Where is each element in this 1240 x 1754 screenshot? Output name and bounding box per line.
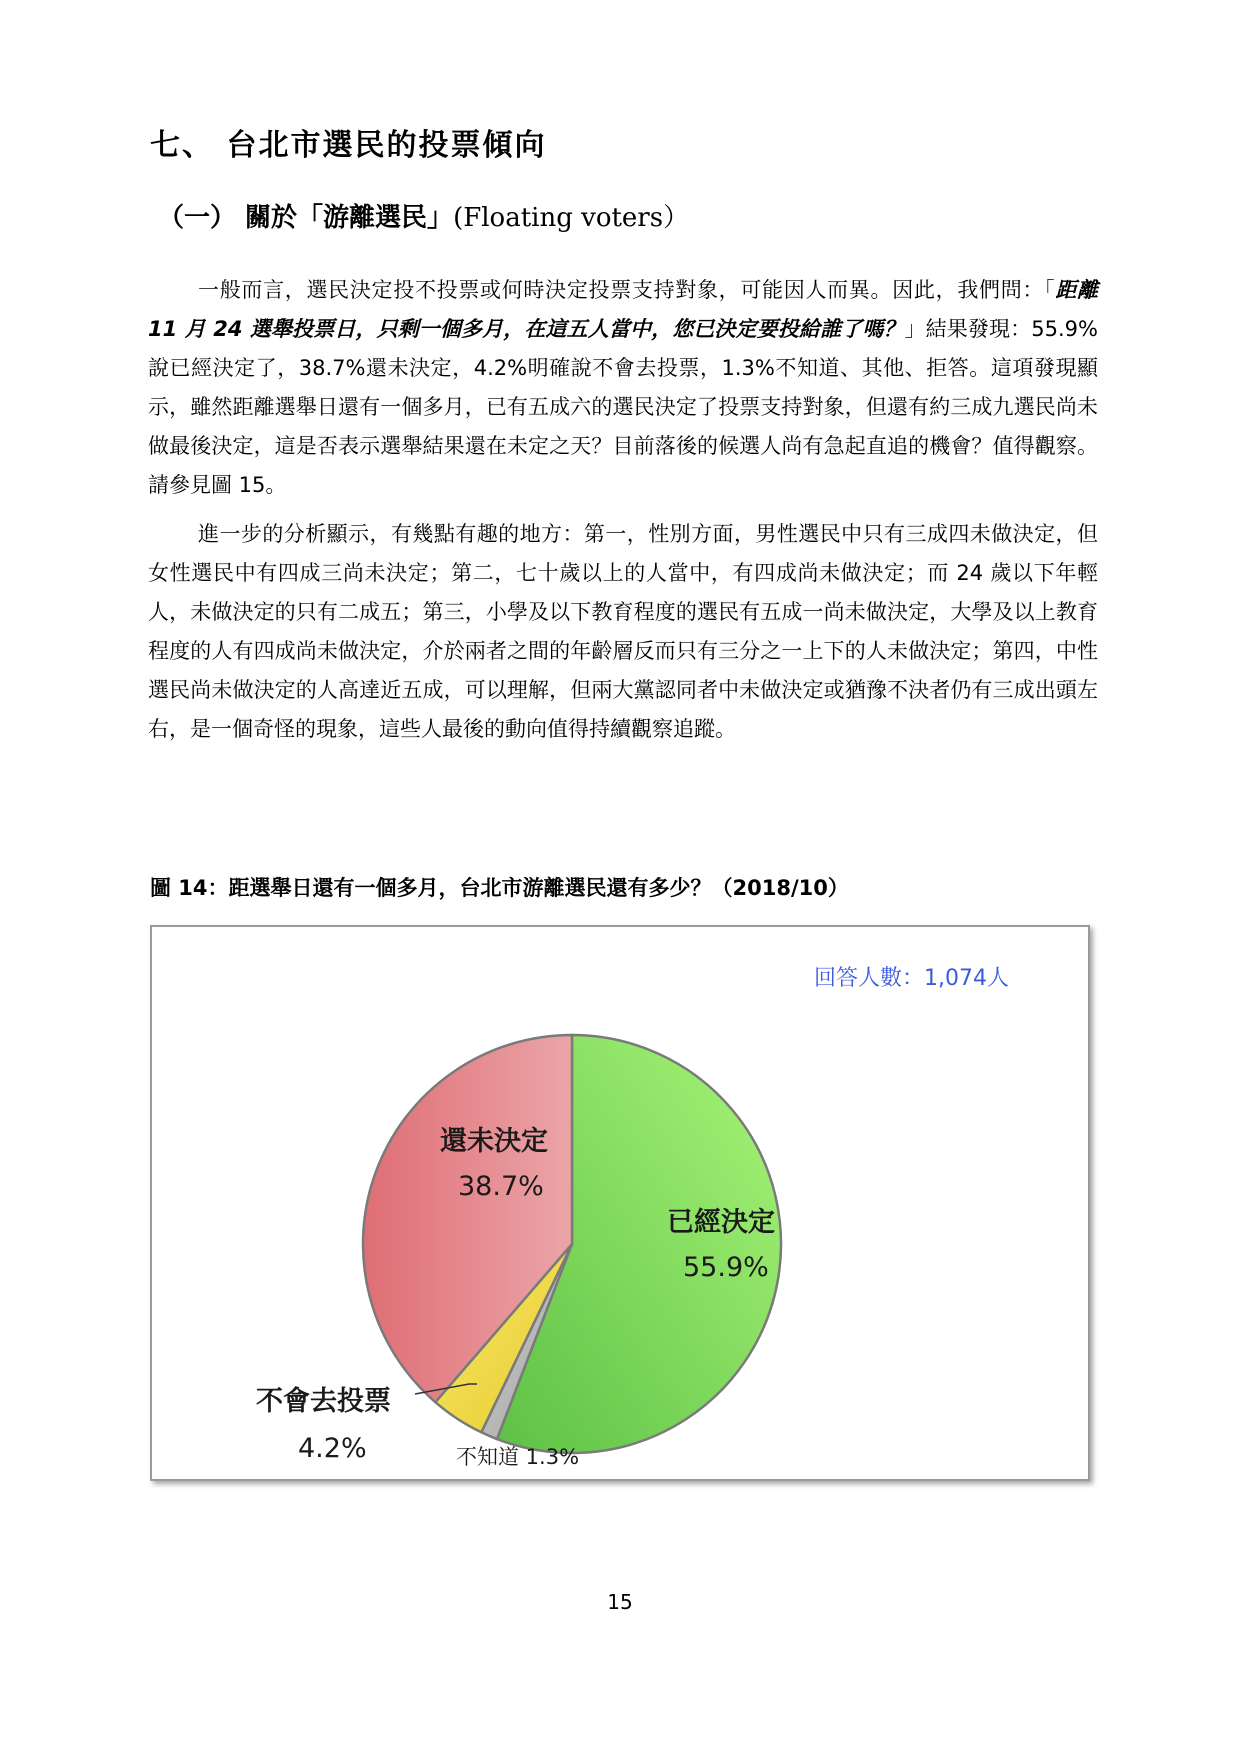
survey-question: 距離 11 月 24 選舉投票日，只剩一個多月，在這五人當中，您已決定要投給誰了嗎？ [148, 278, 1099, 341]
pie-chart-frame [150, 925, 1090, 1481]
subsection-title: （一） 關於「游離選民」 [158, 203, 454, 233]
paragraph-2: 進一步的分析顯示，有幾點有趣的地方：第一，性別方面，男性選民中只有三成四未做決定，但女性選民中有四成三尚未決定；第二，七十歲以上的人當中，有四成尚未做決定；而 24 歲以下年輕人，未做決定的只有二成五；第三，小學及以下教育程度的選民有五成一尚未做決定，大學及以上教育程度的人有四成尚未做決定，介於兩者之間的年齡層反而只有三分之一上下的人未做決定；第四，中性選民尚未做決定的人高達近五成，可以理解，但兩大黨認同者中未做決定或猶豫不決者仍有三成出頭左右，是一個奇怪的現象，這些人最後的動向值得持續觀察追蹤。 [148, 522, 1098, 741]
decided-label: 已經決定 [667, 1207, 775, 1238]
novote-label: 不會去投票 [256, 1386, 391, 1417]
undecided-label: 還未決定 [440, 1126, 548, 1157]
paragraph-1 [148, 271, 1098, 505]
paragraph-1-findings: 」結果發現：55.9%說已經決定了，38.7%還未決定，4.2%明確說不會去投票，1.3%不知道、其他、拒答。這項發現顯示，雖然距離選舉日還有一個多月，已有五成六的選民決定了投票支持對象，但還有約三成九選民尚未做最後決定，這是否表示選舉結果還在未定之天？目前落後的候選人尚有急起直追的機會？值得觀察。請參見圖 15。 [148, 317, 1098, 497]
respondent-count: 回答人數：1,074人 [814, 966, 1009, 991]
paragraph-1-intro: 一般而言，選民決定投不投票或何時決定投票支持對象，可能因人而異。因此，我們問：「 [198, 278, 1056, 302]
unknown-label: 不知道 1.3% [456, 1445, 580, 1469]
subsection-title-en: (Floating voters） [453, 203, 690, 233]
undecided-pct-label: 38.7% [458, 1171, 544, 1202]
page-number: 15 [607, 1590, 633, 1614]
section-heading: 七、 台北市選民的投票傾向 [150, 128, 547, 163]
novote-pct-label: 4.2% [298, 1433, 367, 1464]
subsection-heading [158, 197, 689, 234]
figure-caption: 圖 14：距選舉日還有一個多月，台北市游離選民還有多少？（2018/10） [150, 876, 849, 900]
decided-pct-label: 55.9% [683, 1252, 769, 1283]
